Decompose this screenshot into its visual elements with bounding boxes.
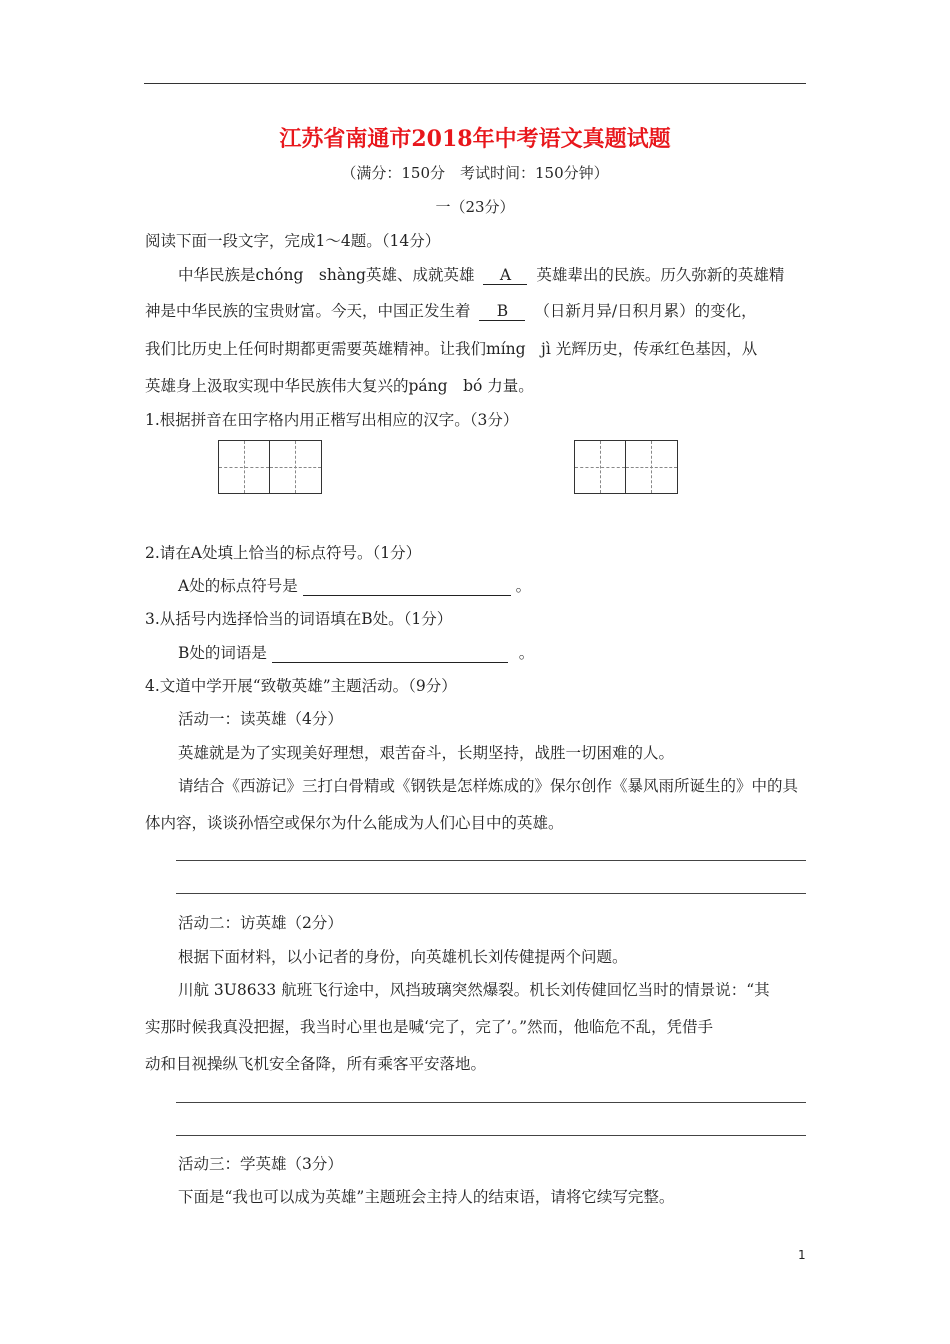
activity-2-prompt: 根据下面材料，以小记者的身份，向英雄机长刘传健提两个问题。 [178, 948, 628, 966]
activity-2-material: 川航 3U8633 航班飞行途中，风挡玻璃突然爆裂。机长刘传健回忆当时的情景说：“其 [178, 981, 770, 999]
answer-line[interactable] [176, 1102, 806, 1103]
question-1: 1.根据拼音在田字格内用正楷写出相应的汉字。（3分） [145, 411, 519, 429]
activity-3-prompt: 下面是“我也可以成为英雄”主题班会主持人的结束语，请将它续写完整。 [178, 1188, 675, 1206]
page-title: 江苏省南通市2018年中考语文真题试题 [279, 126, 671, 152]
activity-1-prompt-cont: 体内容，谈谈孙悟空或保尔为什么能成为人们心目中的英雄。 [145, 814, 564, 832]
activity-3-title: 活动三：学英雄（3分） [178, 1155, 343, 1173]
question-3: 3.从括号内选择恰当的词语填在B处。（1分） [145, 610, 453, 628]
header-rule [144, 83, 806, 84]
passage-line-2 [145, 299, 757, 321]
page-number: 1 [798, 1248, 806, 1262]
passage-line-1 [178, 263, 784, 285]
reading-intro: 阅读下面一段文字，完成1～4题。（14分） [145, 232, 441, 250]
tianzige-grid-1[interactable] [218, 440, 322, 494]
answer-end: 。 [518, 644, 535, 662]
question-2: 2.请在A处填上恰当的标点符号。（1分） [145, 544, 422, 562]
question-4: 4.文道中学开展“致敬英雄”主题活动。（9分） [145, 677, 457, 695]
blank-a: A [483, 266, 527, 285]
activity-2-title: 活动二：访英雄（2分） [178, 914, 343, 932]
passage-text: （日新月异/日积月累）的变化， [534, 302, 757, 320]
answer-line[interactable] [176, 1135, 806, 1136]
answer-line[interactable] [176, 860, 806, 861]
passage-line-4: 英雄身上汲取实现中华民族伟大复兴的páng bó 力量。 [145, 377, 534, 395]
answer-blank-b[interactable] [272, 644, 508, 663]
passage-text: 中华民族是chóng shàng英雄、成就英雄 [178, 266, 475, 284]
q2-answer-row [178, 574, 531, 596]
answer-blank-a[interactable] [303, 577, 511, 596]
tianzige-cell[interactable] [626, 441, 677, 493]
passage-text: 神是中华民族的宝贵财富。今天，中国正发生着 [145, 302, 471, 320]
blank-b: B [479, 302, 525, 321]
answer-label: B处的词语是 [178, 644, 267, 662]
answer-label: A处的标点符号是 [178, 577, 298, 595]
tianzige-cell[interactable] [575, 441, 626, 493]
activity-1-prompt: 请结合《西游记》三打白骨精或《钢铁是怎样炼成的》保尔创作《暴风雨所诞生的》中的具 [178, 777, 799, 795]
activity-2-material-cont: 动和目视操纵飞机安全备降，所有乘客平安落地。 [145, 1055, 487, 1073]
activity-1-title: 活动一：读英雄（4分） [178, 710, 343, 728]
answer-end: 。 [515, 577, 532, 595]
q3-answer-row [178, 641, 534, 663]
exam-info: （满分：150分 考试时间：150分钟） [341, 164, 609, 182]
passage-line-3: 我们比历史上任何时期都更需要英雄精神。让我们míng jì 光辉历史，传承红色基因，从 [145, 340, 758, 358]
activity-2-material-cont: 实那时候我真没把握，我当时心里也是喊‘完了，完了’。”然而，他临危不乱，凭借手 [145, 1018, 714, 1036]
tianzige-cell[interactable] [219, 441, 270, 493]
activity-1-text: 英雄就是为了实现美好理想，艰苦奋斗，长期坚持，战胜一切困难的人。 [178, 744, 675, 762]
tianzige-cell[interactable] [270, 441, 321, 493]
passage-text: 英雄辈出的民族。历久弥新的英雄精 [536, 266, 785, 284]
tianzige-grid-2[interactable] [574, 440, 678, 494]
answer-line[interactable] [176, 893, 806, 894]
section-heading: 一（23分） [435, 198, 515, 216]
